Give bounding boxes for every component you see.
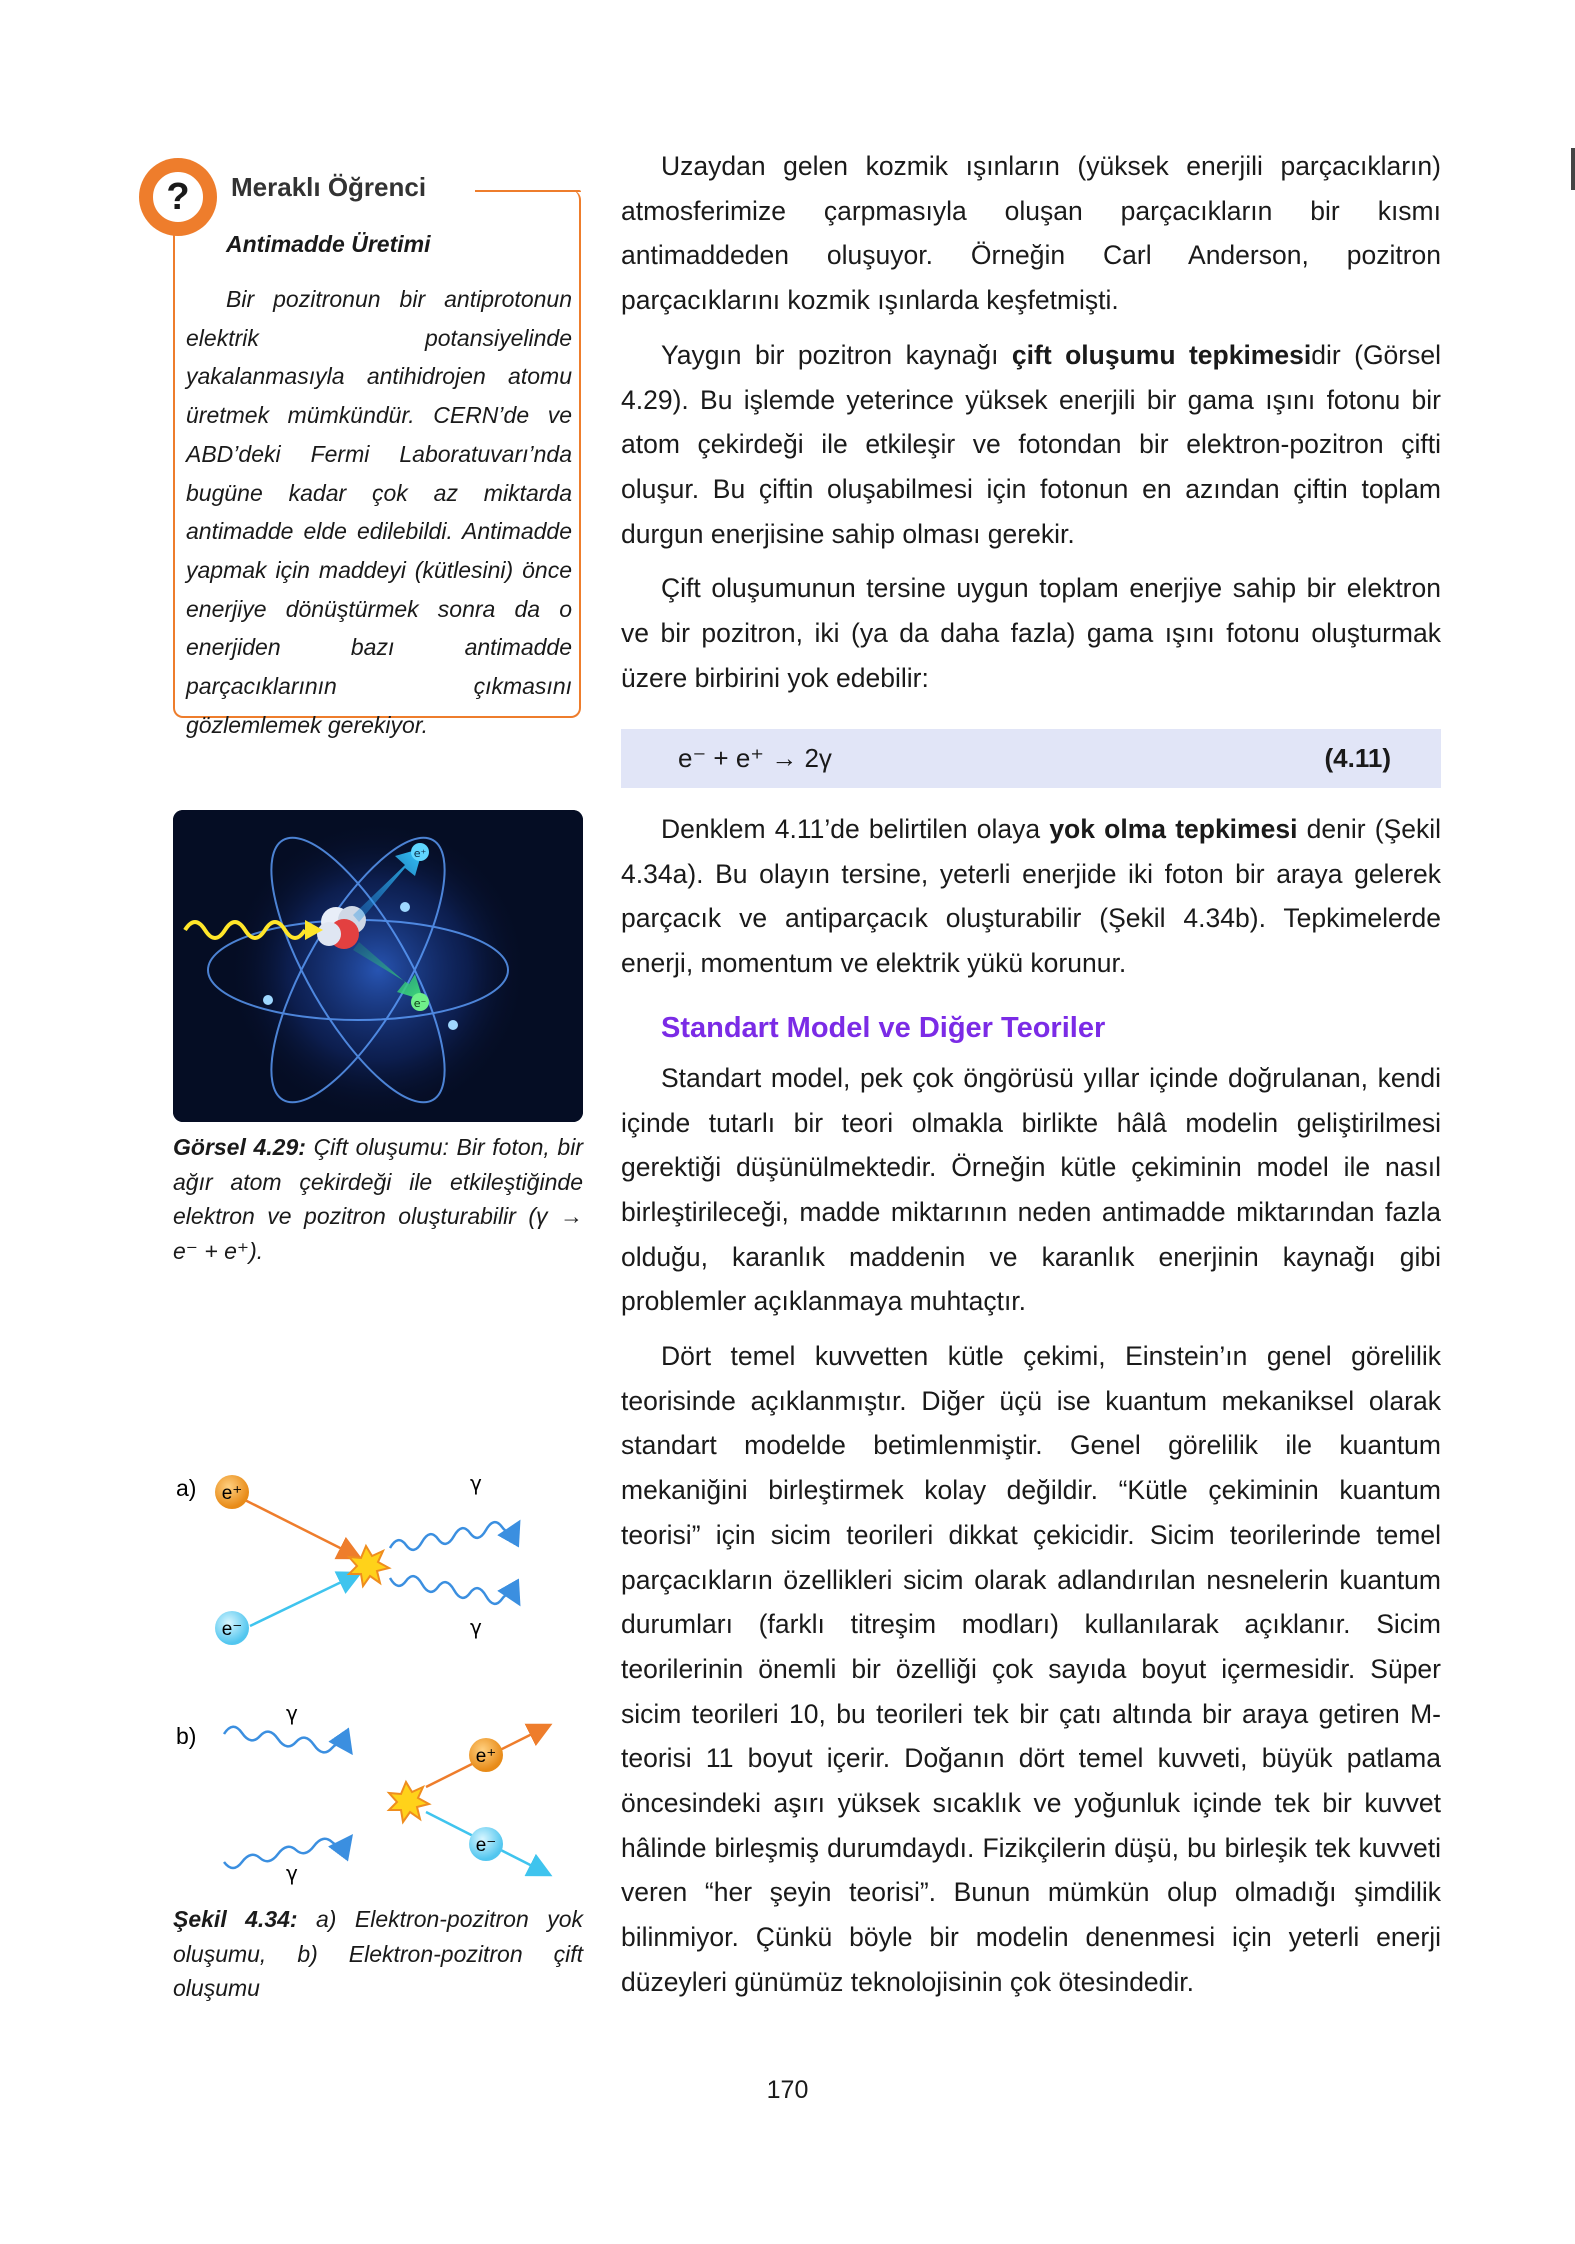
paragraph-annihilation: Denklem 4.11’de belirtilen olaya yok olma tepkimesi denir (Şekil 4.34a). Bu olayın tersine, yeterli enerjide iki foton bir araya gelerek parçacık ve antiparçacık oluşturabilir (Şekil 4.34b). Tepkimelerde enerji, momentum ve elektrik yükü korunur.: [621, 814, 1442, 979]
paragraph-standard-model: Standart model, pek çok öngörüsü yıllar içinde doğrulanan, kendi içinde tutarlı bir teori olmakla birlikte hâlâ modelin geliştirilmesi gerektiği düşünülmektedir. Örneğin kütle çekiminin model ile nasıl birleştirileceği, madde miktarının neden antimadde miktarından fazla olduğu, karanlık maddenin ve karanlık enerjinin kaynağı gibi problemler açıklanmaya muhtaçtır.: [621, 1062, 1441, 1317]
pair-production-image: [173, 810, 583, 1122]
photo-electron-label: e⁻: [413, 997, 427, 1010]
incoming-positron-line: [233, 1494, 358, 1557]
main-column-top: [621, 144, 1441, 710]
outgoing-photon-wave-1: [390, 1522, 518, 1550]
incoming-photon-wave-1: [224, 1727, 350, 1753]
photo-positron-label: e⁺: [413, 847, 427, 860]
incoming-electron-line: [250, 1574, 358, 1626]
annihilation-pair-diagram: [168, 1452, 588, 1897]
sidebar-subtitle: Antimadde Üretimi: [226, 231, 431, 257]
gamma-label-a2: γ: [470, 1615, 482, 1639]
page-number: 170: [766, 2076, 809, 2104]
paragraph-string-theory: Dört temel kuvvetten kütle çekimi, Einstein’ın genel görelilik teorisinde açıklanmıştır. Diğer üçü ise kuantum mekaniksel olarak standart modelde betimlenmiştir. Genel görelilik ile kuantum mekaniğini birleştirmek kolay değildir. “Kütle çekiminin kuantum teorisi” için sicim teorileri dikkat çekicidir. Sicim teorilerinde temel parçacıkların özellikleri sicim olarak adlandırılan nesnelerin kuantum durumları (farklı titreşim modları) kullanılarak açıklanır. Sicim teorilerinin önemli bir özelliği çok sayıda boyut içermesidir. Süper sicim teorileri 10, bu teorileri tek bir çatı altında bir araya getiren M-teorisi 11 boyut içerir. Doğanın dört temel kuvveti, büyük patlama öncesindeki aşırı yüksek sıcaklık ve yoğunluk içinde tek bir kuvvet hâlinde birleşmiş durumdaydı. Fizikçilerin düşü, bu birleşik tek kuvveti veren “her şeyin teorisi”. Bunun mümkün olup olmadığı şimdilik bilinmiyor. Çünkü böyle bir modelin denenmesi için yeterli enerji düzeyleri günümüz teknolojisinin çok ötesindedir.: [621, 1341, 1441, 1997]
equation-text: e⁻ + e⁺ → 2γ: [678, 743, 832, 773]
term-annihilation: yok olma tepkimesi: [1049, 814, 1298, 844]
paragraph-pair-production: Yaygın bir pozitron kaynağı çift oluşumu tepkimesidir (Görsel 4.29). Bu işlemde yeterince yüksek enerjili bir gama ışını fotonu bir atom çekirdeği ile etkileşir ve fotondan bir elektron-pozitron çifti oluşur. Bu çiftin oluşabilmesi için fotonun en azından çiftin toplam durgun enerjisine sahip olması gerekir.: [621, 339, 1441, 549]
equation-number: (4.11): [1324, 743, 1391, 773]
diagram-caption: [173, 1902, 583, 2006]
diagram-label-a: a): [176, 1475, 197, 1501]
equation-4-11: [621, 729, 1441, 788]
photo-caption: [173, 1130, 583, 1268]
paragraph-annihilation-intro: Çift oluşumunun tersine uygun toplam enerjiye sahip bir elektron ve bir pozitron, iki (ya da daha fazla) gama ışını fotonu oluşturmak üzere birbirini yok edebilir:: [621, 573, 1441, 693]
photo-caption-label: Görsel 4.29:: [173, 1134, 306, 1160]
paragraph-cosmic-rays: Uzaydan gelen kozmik ışınların (yüksek enerjili parçacıkların) atmosferimize çarpmasıyla oluşan parçacıkların bir kısmı antimaddeden oluşuyor. Örneğin Carl Anderson, pozitron parçacıklarını kozmik ışınlarda keşfetmişti.: [621, 151, 1441, 316]
electron-label-b: e⁻: [475, 1835, 497, 1856]
question-mark-icon: ?: [139, 158, 217, 236]
gamma-label-b1: γ: [286, 1701, 298, 1725]
gamma-label-a1: γ: [470, 1471, 482, 1495]
main-column-bottom: [621, 807, 1441, 2015]
positron-label-a: e⁺: [221, 1483, 243, 1504]
positron-label-b: e⁺: [475, 1746, 497, 1767]
outgoing-photon-wave-2: [390, 1576, 518, 1604]
diagram-caption-label: Şekil 4.34:: [173, 1906, 298, 1932]
collision-burst-a: [349, 1546, 389, 1586]
diagram-caption-text: a) Elektron-pozitron yok oluşumu, b) Elektron-pozitron çift oluşumu: [173, 1906, 583, 2001]
photo-caption-text: Çift oluşumu: Bir foton, bir ağır atom çekirdeği ile etkileştiğinde elektron ve pozitron oluşturabilir (γ → e⁻ + e⁺).: [173, 1134, 583, 1264]
collision-burst-b: [389, 1782, 429, 1822]
page-edge-mark: [1571, 148, 1575, 190]
gamma-label-b2: γ: [286, 1861, 298, 1885]
electron-label-a: e⁻: [221, 1619, 243, 1640]
term-pair-production: çift oluşumu tepkimesi: [1011, 339, 1312, 370]
sidebar-title: Meraklı Öğrenci: [231, 172, 427, 202]
section-heading: Standart Model ve Diğer Teoriler: [661, 1011, 1106, 1044]
diagram-label-b: b): [176, 1723, 197, 1749]
sidebar-text: Bir pozitronun bir antiprotonun elektrik potansiyelinde yakalanmasıyla antihidrojen atomu üretmek mümkündür. CERN’de ve ABD’deki Fermi Laboratuvarı’nda bugüne kadar çok az miktarda antimadde elde edilebildi. Antimadde yapmak için maddeyi (kütlesini) önce enerjiye dönüştürmek sonra da o enerjiden bazı antimadde parçacıklarının çıkmasını gözlemlemek gerekiyor.: [186, 286, 572, 738]
